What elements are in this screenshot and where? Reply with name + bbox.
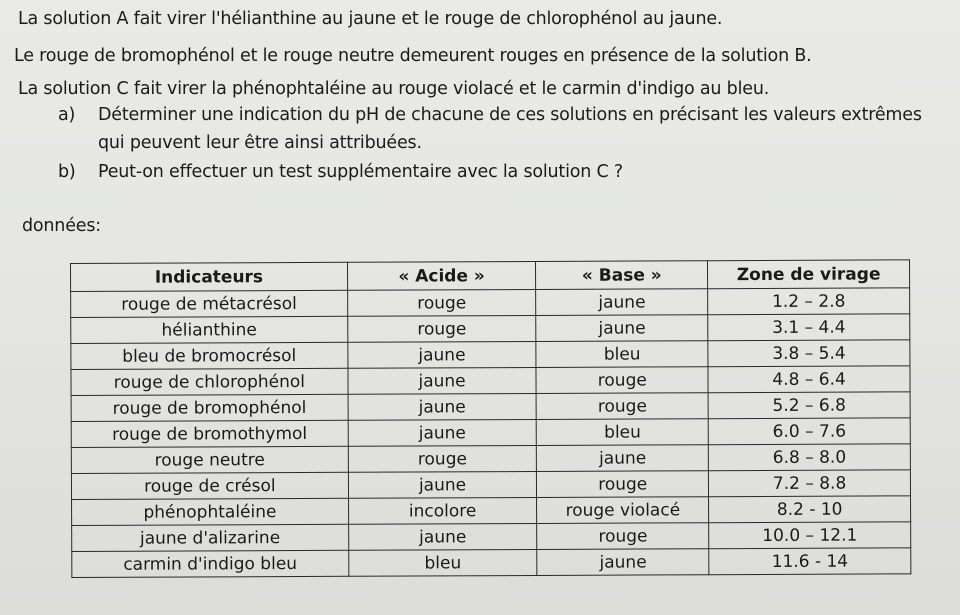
table-row — [71, 418, 910, 448]
cell-acid-color: jaune — [348, 393, 537, 420]
cell-ph-range: 3.1 – 4.4 — [708, 314, 910, 341]
indicator-table — [70, 259, 911, 578]
cell-indicator: rouge neutre — [71, 446, 348, 473]
cell-ph-range: 6.0 – 7.6 — [708, 418, 910, 445]
table-row — [71, 314, 910, 344]
cell-acid-color: jaune — [348, 367, 537, 394]
data-heading: données: — [22, 216, 101, 236]
cell-base-color: jaune — [537, 445, 709, 472]
cell-indicator: rouge de bromophénol — [71, 394, 348, 421]
table-header-row — [71, 260, 910, 292]
cell-acid-color: rouge — [347, 315, 536, 342]
table-row — [71, 470, 910, 500]
table-row — [72, 496, 911, 526]
cell-indicator: jaune d'alizarine — [72, 524, 349, 551]
cell-ph-range: 1.2 – 2.8 — [708, 288, 910, 315]
question-b-text: Peut-on effectuer un test supplémentaire avec la solution C ? — [98, 162, 623, 182]
statement-line-2: Le rouge de bromophénol et le rouge neutre demeurent rouges en présence de la solution B. — [14, 46, 812, 66]
cell-indicator: bleu de bromocrésol — [71, 342, 348, 369]
question-a-marker: a) — [58, 105, 76, 125]
header-acide: « Acide » — [347, 261, 536, 290]
question-a — [58, 105, 922, 125]
cell-acid-color: rouge — [348, 445, 537, 472]
question-b-marker: b) — [58, 162, 76, 182]
table-row — [71, 392, 910, 422]
cell-base-color: rouge violacé — [537, 497, 709, 524]
cell-indicator: rouge de crésol — [71, 472, 348, 499]
cell-acid-color: jaune — [348, 523, 537, 550]
cell-ph-range: 7.2 – 8.8 — [709, 470, 911, 497]
cell-base-color: rouge — [537, 523, 709, 550]
question-b — [58, 162, 623, 182]
cell-ph-range: 11.6 - 14 — [709, 548, 911, 575]
header-zone-de-virage: Zone de virage — [708, 260, 910, 289]
table-row — [71, 366, 910, 396]
question-a-text: Déterminer une indication du pH de chacune de ces solutions en précisant les valeurs extrêmes — [98, 105, 922, 125]
question-a-continuation: qui peuvent leur être ainsi attribuées. — [98, 133, 422, 153]
cell-acid-color: jaune — [348, 471, 537, 498]
cell-ph-range: 4.8 – 6.4 — [708, 366, 910, 393]
table-row — [71, 288, 910, 318]
cell-base-color: jaune — [536, 315, 708, 342]
cell-ph-range: 8.2 - 10 — [709, 496, 911, 523]
statement-line-1: La solution A fait virer l'hélianthine au jaune et le rouge de chlorophénol au jaune. — [18, 9, 723, 29]
cell-base-color: rouge — [537, 471, 709, 498]
cell-ph-range: 6.8 – 8.0 — [708, 444, 910, 471]
table-row — [71, 340, 910, 370]
cell-base-color: jaune — [536, 289, 708, 316]
cell-ph-range: 3.8 – 5.4 — [708, 340, 910, 367]
cell-acid-color: jaune — [348, 341, 537, 368]
cell-base-color: jaune — [537, 549, 709, 576]
cell-base-color: rouge — [536, 393, 708, 420]
cell-indicator: phénophtaléine — [72, 498, 349, 525]
cell-acid-color: incolore — [348, 497, 537, 524]
statement-line-3: La solution C fait virer la phénophtaléine au rouge violacé et le carmin d'indigo au bleu. — [18, 79, 770, 99]
cell-indicator: rouge de bromothymol — [71, 420, 348, 447]
table-row — [71, 444, 910, 474]
header-indicateurs: Indicateurs — [71, 262, 348, 291]
cell-acid-color: rouge — [347, 289, 536, 316]
cell-ph-range: 5.2 – 6.8 — [708, 392, 910, 419]
table-row — [72, 548, 911, 578]
cell-base-color: bleu — [537, 419, 709, 446]
cell-indicator: rouge de chlorophénol — [71, 368, 348, 395]
cell-indicator: hélianthine — [71, 316, 348, 343]
table-row — [72, 522, 911, 552]
cell-ph-range: 10.0 – 12.1 — [709, 522, 911, 549]
cell-acid-color: jaune — [348, 419, 537, 446]
header-base: « Base » — [536, 261, 708, 290]
cell-base-color: rouge — [536, 367, 708, 394]
cell-base-color: bleu — [536, 341, 708, 368]
cell-indicator: rouge de métacrésol — [71, 290, 348, 317]
cell-indicator: carmin d'indigo bleu — [72, 550, 349, 577]
cell-acid-color: bleu — [348, 549, 537, 576]
